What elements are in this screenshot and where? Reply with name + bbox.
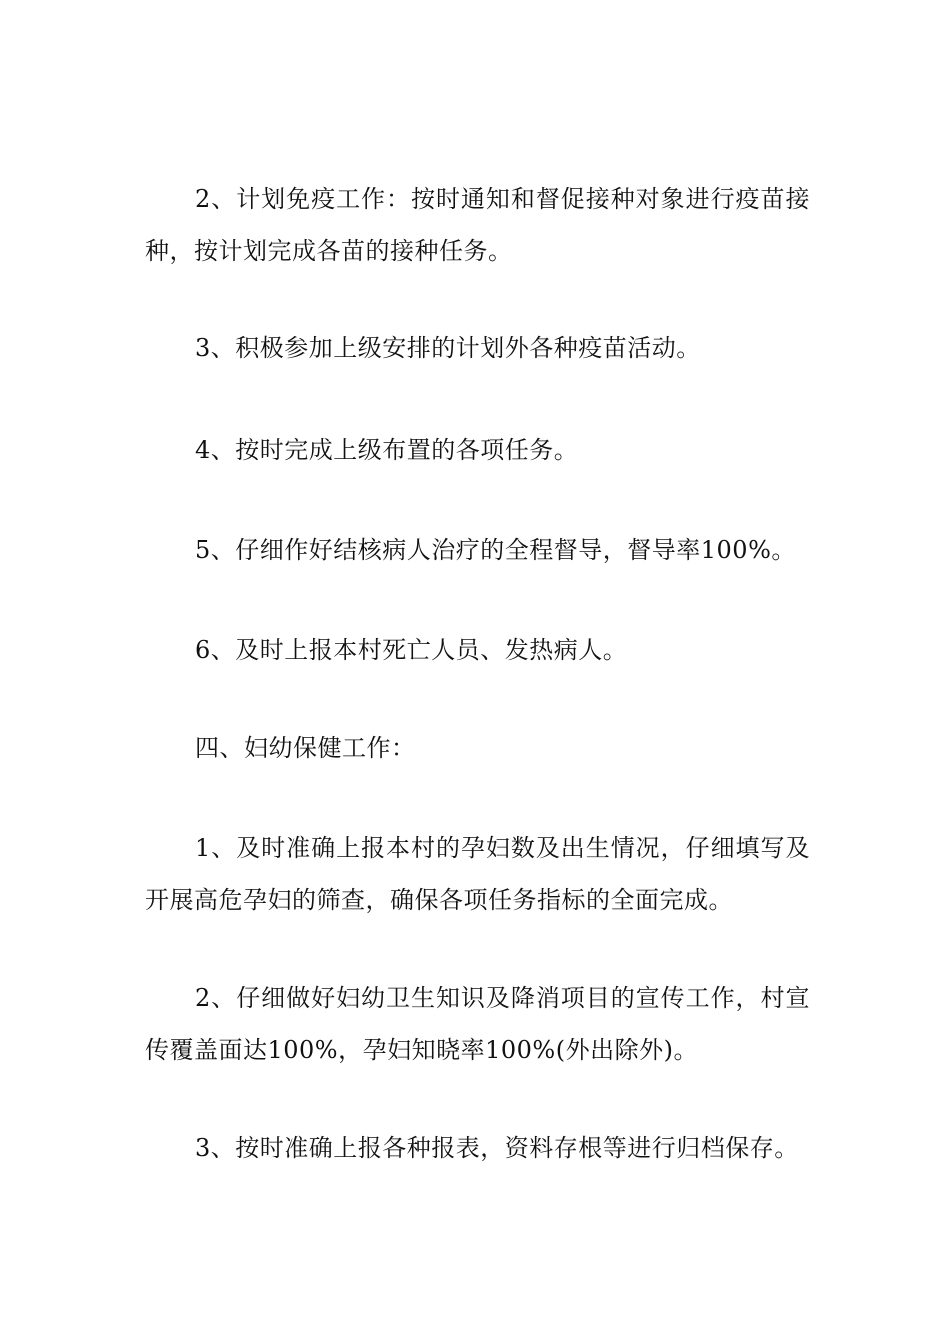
paragraph-health-education: 2、仔细做好妇幼卫生知识及降消项目的宣传工作，村宣传覆盖面达100%，孕妇知晓率100%(外出除外)。 (145, 984, 810, 1064)
paragraph-report-archiving: 3、按时准确上报各种报表，资料存根等进行归档保存。 (195, 1134, 799, 1162)
paragraph-vaccine-activities: 3、积极参加上级安排的计划外各种疫苗活动。 (195, 334, 701, 362)
paragraph-tb-supervision: 5、仔细作好结核病人治疗的全程督导，督导率100%。 (195, 536, 796, 564)
paragraph-report-deaths-fever: 6、及时上报本村死亡人员、发热病人。 (195, 636, 628, 664)
paragraph-complete-tasks: 4、按时完成上级布置的各项任务。 (195, 436, 579, 464)
section-heading-maternal-child-health: 四、妇幼保健工作： (195, 734, 416, 762)
paragraph-pregnancy-reporting: 1、及时准确上报本村的孕妇数及出生情况，仔细填写及开展高危孕妇的筛查，确保各项任务指标的全面完成。 (145, 834, 810, 914)
paragraph-immunization-work: 2、计划免疫工作：按时通知和督促接种对象进行疫苗接种，按计划完成各苗的接种任务。 (145, 185, 810, 265)
